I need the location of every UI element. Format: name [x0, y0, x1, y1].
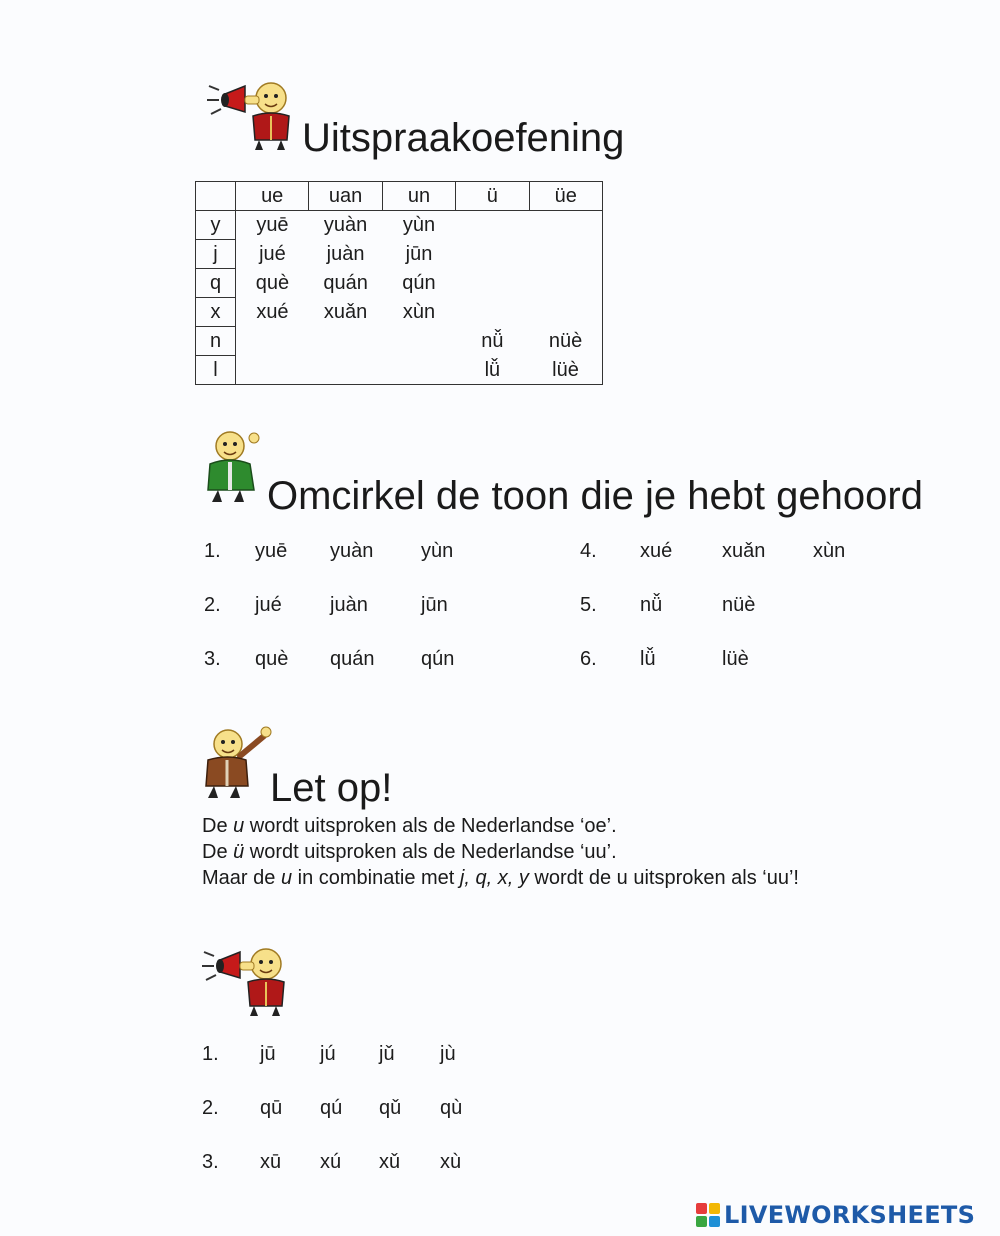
table-cell: juàn [326, 243, 365, 265]
tone-option[interactable]: yùn [421, 540, 454, 562]
table-cell [529, 211, 602, 240]
tone-option[interactable]: jū [260, 1043, 276, 1065]
table-cell: xué [256, 301, 289, 323]
note-emphasis: j, q, x, y [459, 867, 529, 889]
tone-option[interactable]: xù [440, 1151, 462, 1173]
tone-option[interactable]: qú [320, 1097, 343, 1119]
note-text: Maar de [202, 867, 281, 889]
table-cell [382, 356, 455, 385]
note-text: wordt de u uitsproken als ‘uu’! [528, 867, 799, 889]
section-title-note: Let op! [270, 766, 393, 810]
table-cell: xuǎn [323, 301, 368, 323]
note-text: wordt uitsproken als de Nederlandse ‘oe’. [244, 815, 617, 837]
table-cell: yuàn [323, 214, 368, 237]
table-cell: nüè [529, 327, 602, 356]
item-number: 2. [204, 594, 221, 616]
initial-cell: n [196, 327, 236, 356]
table-cell [456, 298, 529, 327]
table-row [196, 298, 603, 327]
note-line-1 [202, 815, 617, 838]
tone-option[interactable]: xú [320, 1151, 342, 1173]
table-cell: jué [259, 243, 286, 265]
note-line-3 [202, 867, 799, 890]
tone-option[interactable]: jù [440, 1043, 456, 1065]
item-number: 2. [202, 1097, 219, 1119]
tone-option[interactable]: yuē [255, 540, 288, 562]
tone-option[interactable]: jué [255, 594, 282, 616]
tone-option[interactable]: xū [260, 1151, 282, 1173]
table-cell [456, 269, 529, 298]
table-cell [309, 356, 382, 385]
item-number: 6. [580, 648, 597, 670]
tone-option[interactable]: nǚ [640, 594, 663, 616]
table-row [196, 356, 603, 385]
note-emphasis: ü [233, 841, 245, 863]
table-cell: xùn [402, 301, 436, 323]
table-cell [456, 211, 529, 240]
item-number: 3. [202, 1151, 219, 1173]
table-header-cell: ü [456, 182, 529, 211]
tone-option[interactable]: jǔ [379, 1043, 395, 1065]
table-cell [529, 269, 602, 298]
table-cell: jūn [405, 243, 433, 265]
tone-option[interactable]: nüè [722, 594, 756, 616]
tone-option[interactable]: xuǎn [722, 540, 766, 562]
pointing-mascot-icon [200, 722, 274, 802]
liveworksheets-logo[interactable] [696, 1199, 975, 1231]
table-cell: yùn [402, 214, 436, 237]
tone-option[interactable]: qún [421, 648, 455, 670]
table-cell: què [255, 272, 290, 294]
tone-option[interactable]: jú [320, 1043, 336, 1065]
tone-option[interactable]: qǔ [379, 1097, 402, 1119]
note-text: wordt uitsproken als de Nederlandse ‘uu’. [244, 841, 617, 863]
table-cell: nǚ [481, 330, 504, 352]
table-cell: lǚ [456, 356, 529, 385]
table-cell: lüè [529, 356, 602, 385]
table-cell [382, 327, 455, 356]
initial-cell: l [196, 356, 236, 385]
tone-option[interactable]: lǚ [640, 648, 656, 670]
table-header-cell [196, 182, 236, 211]
table-row [196, 240, 603, 269]
note-line-2 [202, 841, 617, 864]
tone-option[interactable]: juàn [330, 594, 368, 616]
tone-option[interactable]: xǔ [379, 1151, 401, 1173]
table-cell: quán [323, 272, 368, 294]
note-emphasis: u [280, 867, 293, 889]
item-number: 3. [204, 648, 221, 670]
note-text: De [202, 841, 234, 863]
table-cell: qún [402, 272, 436, 294]
item-number: 4. [580, 540, 597, 562]
megaphone-mascot-icon [205, 76, 303, 156]
initial-cell: x [196, 298, 236, 327]
tone-option[interactable]: quán [330, 648, 375, 670]
logo-text: LIVEWORKSHEETS [724, 1201, 976, 1229]
logo-cubes-icon [696, 1203, 720, 1227]
note-emphasis: u [233, 815, 245, 837]
table-row [196, 211, 603, 240]
table-header-cell: un [382, 182, 455, 211]
table-header-cell: uan [309, 182, 382, 211]
table-row [196, 269, 603, 298]
note-text: in combinatie met [292, 867, 460, 889]
tone-option[interactable]: jūn [421, 594, 448, 616]
table-header-cell: ue [236, 182, 309, 211]
initial-cell: q [196, 269, 236, 298]
table-cell [456, 240, 529, 269]
tone-option[interactable]: què [255, 648, 289, 670]
item-number: 1. [204, 540, 221, 562]
table-header-cell: üe [529, 182, 602, 211]
tone-option[interactable]: qū [260, 1097, 283, 1119]
table-cell [309, 327, 382, 356]
section-title-pronunciation: Uitspraakoefening [302, 116, 625, 160]
table-row [196, 327, 603, 356]
table-cell [529, 240, 602, 269]
megaphone-mascot-icon [200, 942, 298, 1022]
tone-option[interactable]: qù [440, 1097, 463, 1119]
table-cell [236, 327, 309, 356]
note-text: De [202, 815, 234, 837]
section-title-tone-exercise: Omcirkel de toon die je hebt gehoord [267, 474, 923, 518]
table-cell: yuē [256, 214, 289, 237]
initial-cell: j [196, 240, 236, 269]
item-number: 1. [202, 1043, 219, 1065]
green-mascot-icon [200, 428, 266, 508]
pronunciation-table [195, 181, 603, 385]
tone-option[interactable]: lüè [722, 648, 749, 670]
initial-cell: y [196, 211, 236, 240]
tone-option[interactable]: yuàn [330, 540, 374, 562]
tone-option[interactable]: xué [640, 540, 673, 562]
item-number: 5. [580, 594, 597, 616]
table-cell [236, 356, 309, 385]
tone-option[interactable]: xùn [813, 540, 846, 562]
table-cell [529, 298, 602, 327]
